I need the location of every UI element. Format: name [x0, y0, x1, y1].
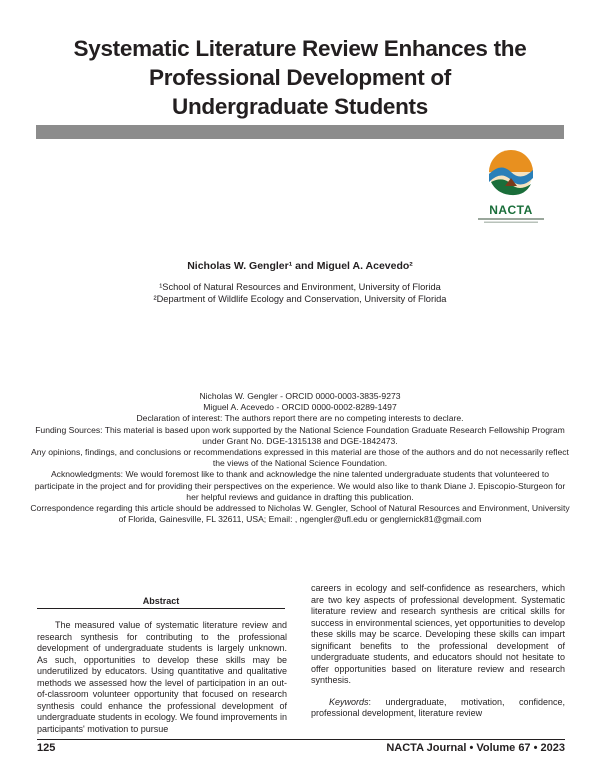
author-names: Nicholas W. Gengler¹ and Miguel A. Acevedo² — [187, 260, 413, 272]
funding-sources: Funding Sources: This material is based upon work supported by the National Science Foundation Graduate Research Fellowship Program under Grant No. DGE-1315138 and DGE-1842473. — [35, 424, 565, 446]
page-number: 125 — [37, 742, 56, 754]
interest-declaration: Declaration of interest: The authors report there are no competing interests to declare. — [136, 413, 464, 424]
logo-tagline-icon — [478, 218, 544, 224]
affiliation-2: ²Department of Wildlife Ecology and Conservation, University of Florida — [153, 294, 447, 304]
acknowledgments: Acknowledgments: We would foremost like to thank and acknowledge the nine talented undergraduate students that volunteered to participate in the project and for providing their perspectives on the experience. We would also like to thank Diane J. Episcopio-Sturgeon for her helpful reviews and guidance in drafting this publication. — [34, 469, 566, 502]
footer-rule — [37, 739, 565, 740]
affiliation-1: ¹School of Natural Resources and Environment, University of Florida — [159, 282, 441, 292]
abstract-column-left — [37, 620, 287, 735]
title-line-3: Undergraduate Students — [172, 94, 428, 119]
title-line-1: Systematic Literature Review Enhances the — [73, 36, 527, 61]
orcid-acevedo: Miguel A. Acevedo - ORCID 0000-0002-8289-1497 — [203, 402, 397, 413]
title-rule-bar — [36, 125, 564, 139]
abstract-column-right — [311, 583, 565, 720]
logo-wordmark: NACTA — [489, 203, 533, 217]
article-title — [40, 34, 560, 121]
abstract-text-left: The measured value of systematic literature review and research synthesis for contributing to the professional development of undergraduate students is largely unknown. As such, opportunities to develop these skills may be underutilized by educators. Using quantitative and qualitative methods we assessed how the level of participation in an out-of-classroom volunteer opportunity that focused on research synthesis could enhance the professional development of undergraduate students in ecology. We found improvements in participants' motivation to pursue — [37, 620, 287, 734]
abstract-rule — [37, 608, 285, 609]
article-info — [30, 391, 570, 525]
keywords-list: : undergraduate, motivation, confidence, professional development, literature review — [311, 696, 565, 718]
title-line-2: Professional Development of — [149, 65, 451, 90]
orcid-gengler: Nicholas W. Gengler - ORCID 0000-0003-3835-9273 — [199, 391, 401, 401]
journal-footer: NACTA Journal • Volume 67 • 2023 — [386, 742, 565, 754]
keywords-label: Keywords — [329, 696, 369, 707]
abstract-text-right: careers in ecology and self-confidence as researchers, which are two key aspects of professional development. Systematic literature review and research synthesis are critical skills for success in environmental sciences, yet opportunities to develop these skills may be scarce. Developing these skills can impart significant benefits to the professional development of undergraduate students, and educators should not hesitate to offer opportunities based on literature review and research synthesis. — [311, 583, 565, 685]
abstract-heading: Abstract — [142, 596, 180, 606]
correspondence: Correspondence regarding this article should be addressed to Nicholas W. Gengler, School of Natural Resources and Environment, University of Florida, Gainesville, FL 32611, USA; Email: , ngengler@ufl.edu or genglernick81@gmail.com — [30, 503, 570, 525]
nsf-disclaimer: Any opinions, findings, and conclusions or recommendations expressed in this material are those of the authors and do not necessarily reflect the views of the National Science Foundation. — [31, 447, 569, 469]
keywords — [311, 697, 565, 720]
